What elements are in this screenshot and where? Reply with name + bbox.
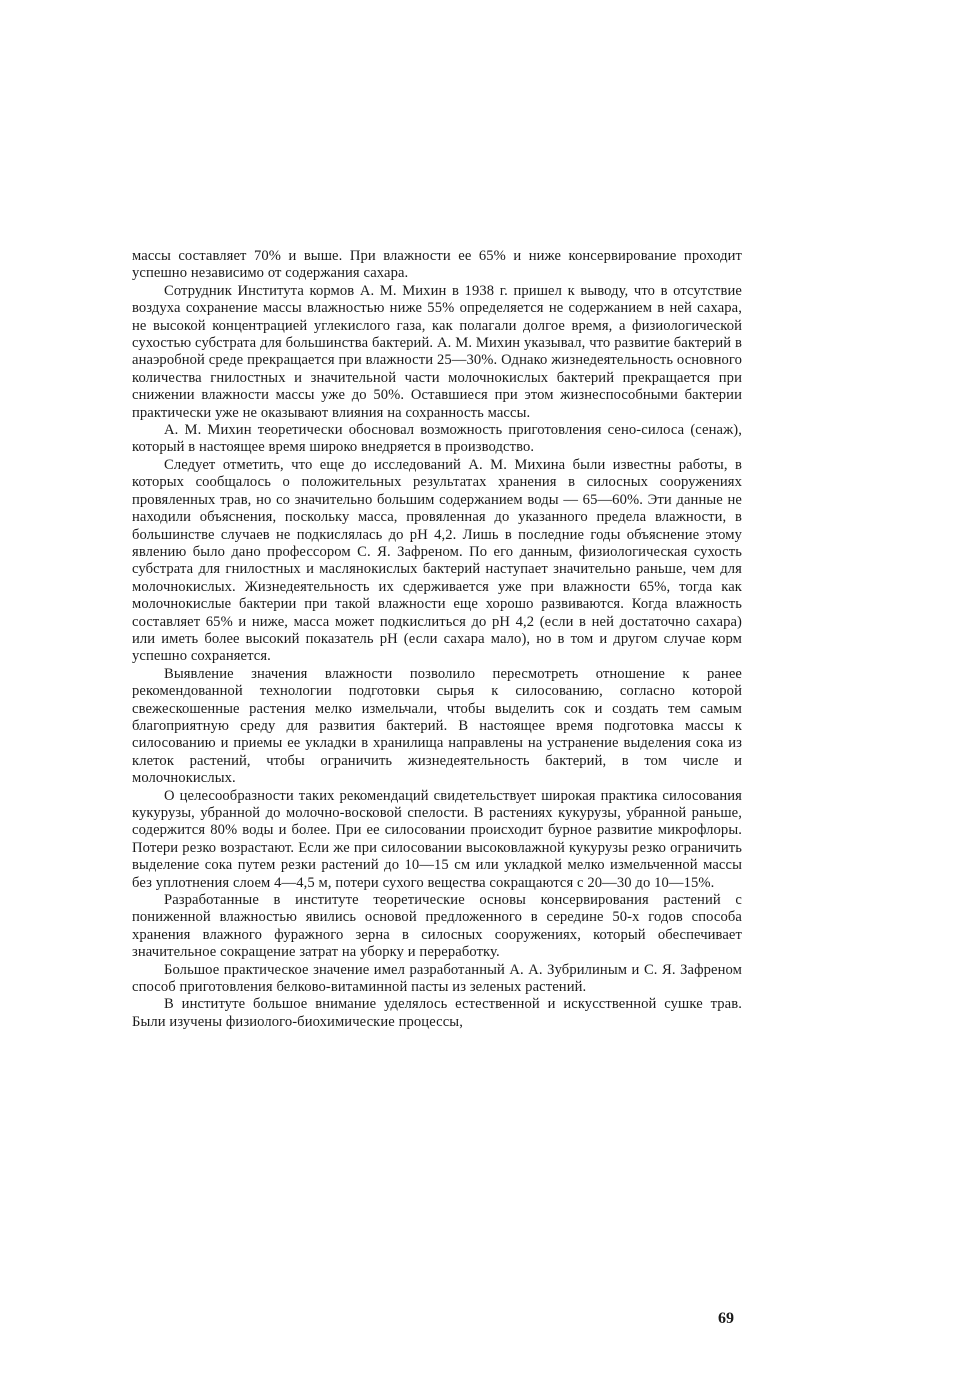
paragraph-5: Выявление значения влажности позволило пересмотреть отношение к ранее рекомендованной технологии подготовки сырья к силосованию, согласно которой свежескошенные растения мелко измельчали, чтобы выделить сок и создать тем самым благоприятную среду для развития бактерий. В настоящее время подготовка массы к силосованию и приемы ее укладки в хранилища направлены на устранение выделения сока из клеток растений, чтобы ограничить жизнедеятельность бактерий, в том числе и молочнокислых. [132, 665, 742, 787]
paragraph-6: О целесообразности таких рекомендаций свидетельствует широкая практика силосования кукурузы, убранной до молочно-восковой спелости. В растениях кукурузы, убранной раньше, содержится 80% воды и более. При ее силосовании происходит бурное развитие микрофлоры. Потери резко возрастают. Если же при силосовании высоковлажной кукурузы резко ограничить выделение сока путем резки растений до 10—15 см или укладкой мелко измельченной массы без уплотнения слоем 4—4,5 м, потери сухого вещества сокращаются с 20—30 до 10—15%. [132, 787, 742, 891]
paragraph-4: Следует отметить, что еще до исследований А. М. Михина были известны работы, в которых сообщалось о положительных результатах хранения в силосных сооружениях провяленных трав, но со значительно большим содержанием воды — 65—60%. Эти данные не находили объяснения, поскольку масса, провяленная до указанного предела влажности, в большинстве случаев не подкислялась до pH 4,2. Лишь в последние годы объяснение этому явлению было дано профессором С. Я. Зафреном. По его данным, физиологическая сухость субстрата для гнилостных и маслянокислых бактерий наступает значительно раньше, чем для молочнокислых. Жизнедеятельность их сдерживается уже при влажности 65%, тогда как молочнокислые бактерии при такой влажности еще хорошо развиваются. Когда влажность составляет 65% и ниже, масса может подкислиться до pH 4,2 (если в ней достаточно сахара) или иметь более высокий показатель pH (если сахара мало), но в том и другом случае корм успешно сохраняется. [132, 456, 742, 665]
page-number: 69 [718, 1310, 734, 1327]
page-body [132, 248, 742, 1031]
paragraph-1: массы составляет 70% и выше. При влажности ее 65% и ниже консервирование проходит успешно независимо от содержания сахара. [132, 248, 742, 282]
paragraph-8: Большое практическое значение имел разработанный А. А. Зубрилиным и С. Я. Зафреном способ приготовления белково-витаминной пасты из зеленых растений. [132, 961, 742, 996]
paragraph-9: В институте большое внимание уделялось естественной и искусственной сушке трав. Были изучены физиолого-биохимические процессы, [132, 996, 742, 1030]
paragraph-7: Разработанные в институте теоретические основы консервирования растений с пониженной влажностью явились основой предложенного в середине 50-х годов способа хранения влажного фуражного зерна в силосных сооружениях, который обеспечивает значительное сокращение затрат на уборку и переработку. [132, 892, 742, 961]
paragraph-3: А. М. Михин теоретически обосновал возможность приготовления сено-силоса (сенаж), который в настоящее время широко внедряется в производство. [132, 422, 742, 456]
paragraph-2: Сотрудник Института кормов А. М. Михин в 1938 г. пришел к выводу, что в отсутствие воздуха сохранение массы влажностью ниже 55% определяется не содержанием в ней сахара, не высокой концентрацией углекислого газа, как полагали долгое время, а физиологической сухостью субстрата для большинства бактерий. А. М. Михин указывал, что развитие бактерий в анаэробной среде прекращается при влажности 25—30%. Однако жизнедеятельность основного количества гнилостных и значительной части молочнокислых бактерий прекращается при снижении влажности массы уже до 50%. Оставшиеся при этом жизнеспособными бактерии практически уже не оказывают влияния на сохранность массы. [132, 282, 742, 421]
